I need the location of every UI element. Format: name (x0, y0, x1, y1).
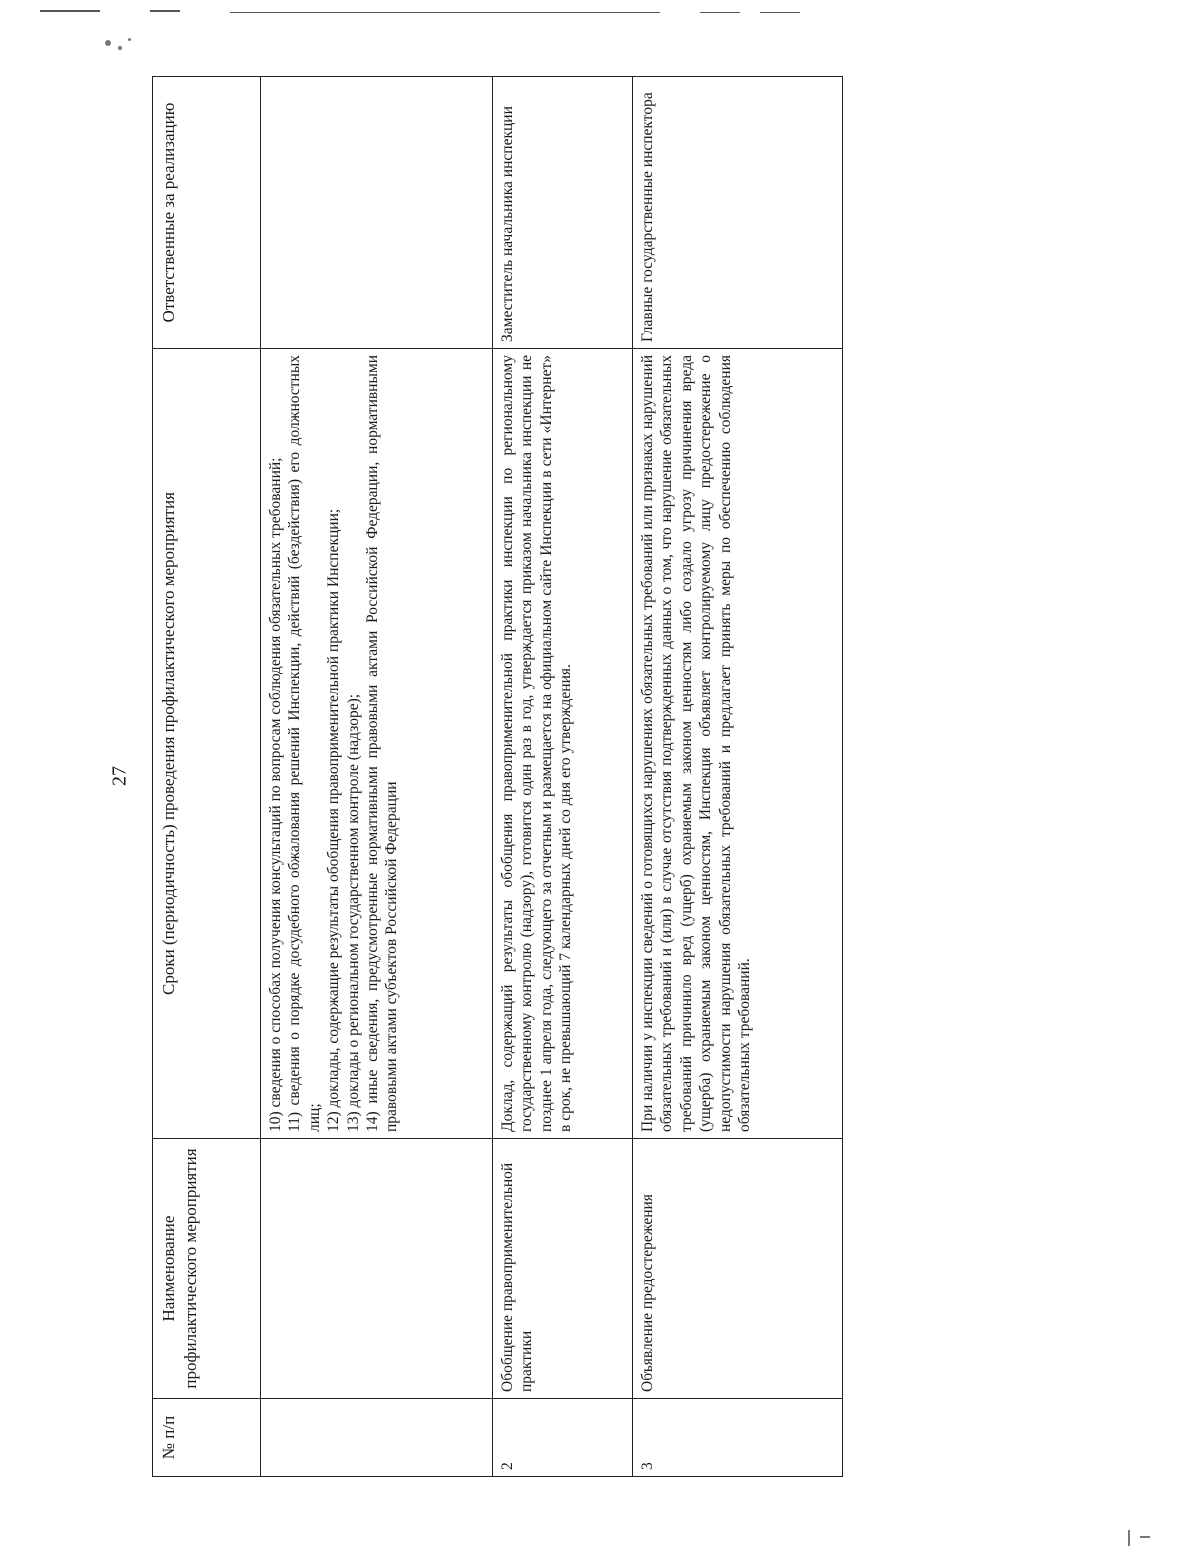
header-responsible: Ответственные за реализацию (153, 77, 261, 349)
header-measure-name: Наименование профилактического мероприятия (153, 1139, 261, 1399)
cell-terms (261, 349, 493, 1139)
prevention-measures-table (152, 76, 843, 1477)
cell-number (261, 1399, 493, 1477)
header-terms: Сроки (периодичность) проведения профилактического мероприятия (153, 349, 261, 1139)
cell-responsible (261, 77, 493, 349)
cell-measure-name (261, 1139, 493, 1399)
scan-edge-line (150, 10, 180, 12)
cell-measure-name: Объявление предостережения (633, 1139, 843, 1399)
list-item: 14) иные сведения, предусмотренные нормативными правовыми актами Российской Федерации, нормативными правовыми актами субъектов Российской Федерации (363, 355, 401, 1132)
scan-edge-line (230, 12, 660, 13)
scan-edge-line (40, 10, 100, 12)
list-item: 10) сведения о способах получения консультаций по вопросам соблюдения обязательных требований; (267, 457, 284, 1132)
scan-speck (118, 46, 122, 50)
cell-responsible: Заместитель начальника инспекции (493, 77, 633, 349)
scan-edge-line (760, 12, 800, 13)
list-item: 11) сведения о порядке досудебного обжалования решений Инспекции, действий (бездействия) его должностных лиц; (286, 355, 323, 1132)
table-row-continuation (261, 77, 493, 1477)
scan-speck (1128, 1530, 1130, 1546)
scan-speck (128, 38, 131, 41)
list-item: 13) доклады о региональном государственном контроле (надзоре); (344, 693, 362, 1132)
list-item: 12) доклады, содержащие результаты обобщения правоприменительной практики Инспекции; (325, 508, 343, 1132)
table-header-row (153, 77, 261, 1477)
table-row (633, 77, 843, 1477)
header-number: № п/п (153, 1399, 261, 1477)
rotated-table-wrapper (152, 77, 842, 1477)
cell-number: 2 (493, 1399, 633, 1477)
cell-terms: Доклад, содержащий результаты обобщения правоприменительной практики инспекции по региональному государственному контролю (надзору), готовится один раз в год, утверждается приказом начальника инспекции не позднее 1 апреля года, следующего за отчетным и размещается на официальном сайте Инспекции в сети «Интернет» в срок, не превышающий 7 календарных дней со дня его утверждения. (493, 349, 633, 1139)
cell-responsible: Главные государственные инспектора (633, 77, 843, 349)
page-number: 27 (108, 766, 131, 786)
cell-terms: При наличии у инспекции сведений о готовящихся нарушениях обязательных требований или признаках нарушений обязательных требований и (или) в случае отсутствия подтвержденных данных о том, что нарушение обязательных требований причинило вред (ущерб) охраняемым законом ценностям либо создало угрозу причинения вреда (ущерба) охраняемым законом ценностям, Инспекция объявляет контролируемому лицу предостережение о недопустимости нарушения обязательных требований и предлагает принять меры по обеспечению соблюдения обязательных требований. (633, 349, 843, 1139)
scan-edge-line (700, 12, 740, 13)
cell-number: 3 (633, 1399, 843, 1477)
cell-measure-name: Обобщение правоприменительной практики (493, 1139, 633, 1399)
scan-speck (1140, 1536, 1150, 1538)
table-row (493, 77, 633, 1477)
scan-speck (105, 40, 111, 46)
